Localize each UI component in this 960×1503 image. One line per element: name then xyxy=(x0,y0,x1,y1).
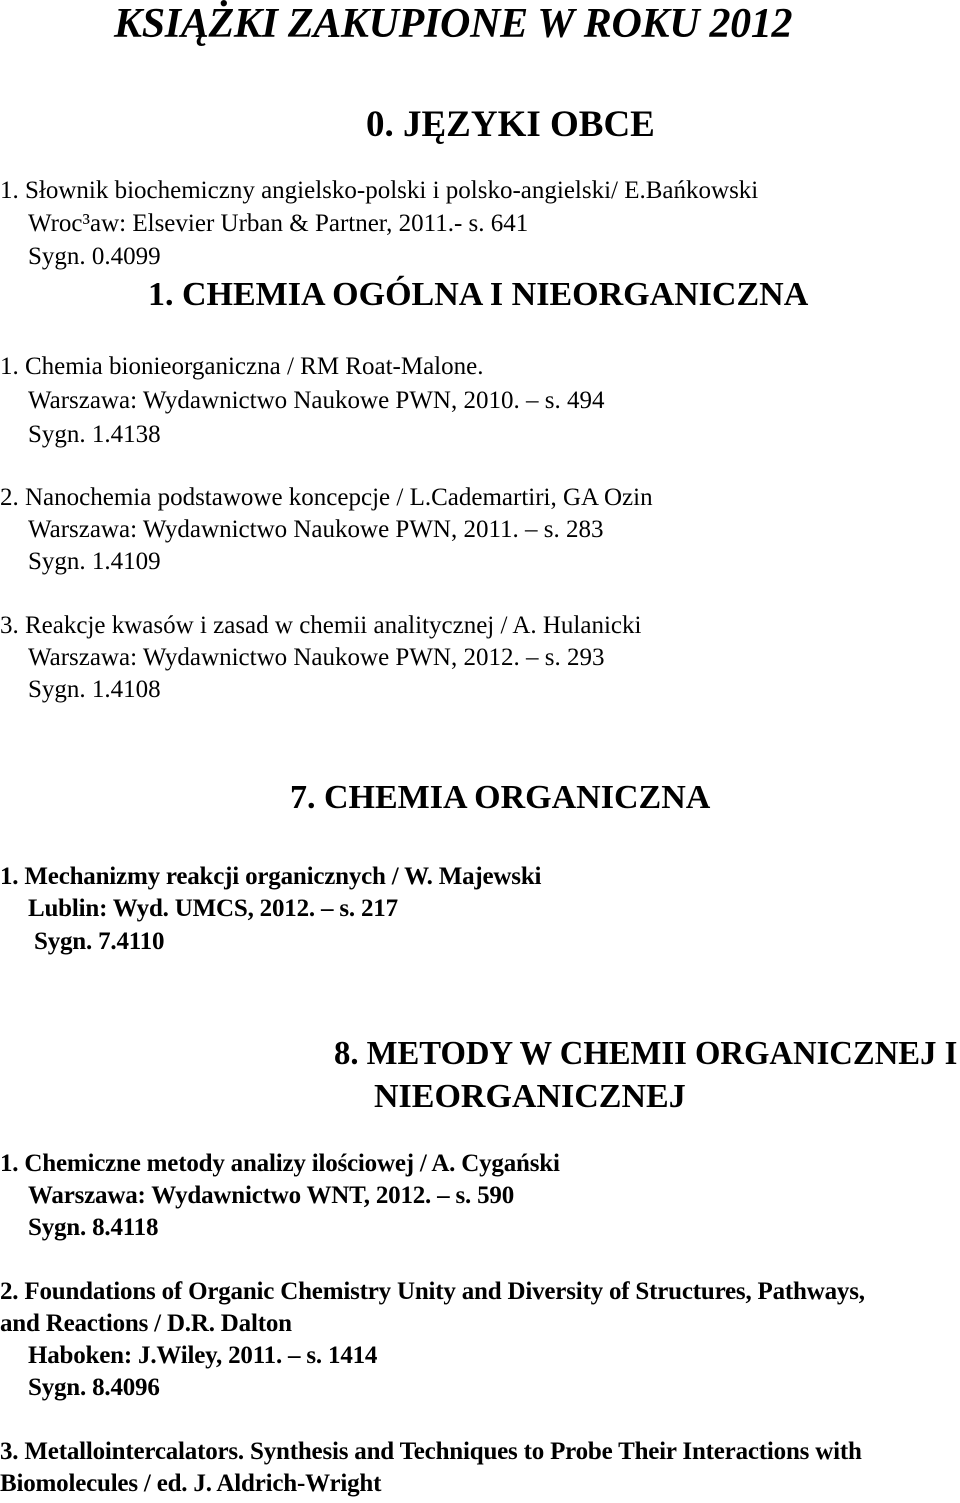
section-heading-chemia-ogolna: 1. CHEMIA OGÓLNA I NIEORGANICZNA xyxy=(148,276,809,313)
entry-line: Sygn. 8.4118 xyxy=(28,1214,159,1241)
entry-line: Biomolecules / ed. J. Aldrich-Wright xyxy=(0,1470,382,1497)
entry-line: Warszawa: Wydawnictwo Naukowe PWN, 2011. – s. 283 xyxy=(28,516,604,543)
entry-line: Lublin: Wyd. UMCS, 2012. – s. 217 xyxy=(28,895,398,922)
entry-line: 1. Mechanizmy reakcji organicznych / W. Majewski xyxy=(0,863,542,890)
entry-line: 2. Foundations of Organic Chemistry Unity and Diversity of Structures, Pathways, xyxy=(0,1278,865,1305)
entry-line: Warszawa: Wydawnictwo WNT, 2012. – s. 590 xyxy=(28,1182,515,1209)
entry-line: 1. Chemiczne metody analizy ilościowej / A. Cygański xyxy=(0,1150,560,1177)
entry-line: 3. Metallointercalators. Synthesis and Techniques to Probe Their Interactions with xyxy=(0,1438,862,1465)
entry-line: Sygn. 1.4109 xyxy=(28,548,161,575)
entry-line: and Reactions / D.R. Dalton xyxy=(0,1310,292,1337)
entry-line: Sygn. 0.4099 xyxy=(28,243,161,270)
entry-line: Wroc³aw: Elsevier Urban & Partner, 2011.- s. 641 xyxy=(28,210,529,237)
entry-line: 2. Nanochemia podstawowe koncepcje / L.Cademartiri, GA Ozin xyxy=(0,484,653,511)
section-heading-chemia-organiczna: 7. CHEMIA ORGANICZNA xyxy=(290,779,711,816)
page-title: KSIĄŻKI ZAKUPIONE W ROKU 2012 xyxy=(114,1,793,47)
entry-line: Haboken: J.Wiley, 2011. – s. 1414 xyxy=(28,1342,378,1369)
entry-line: Warszawa: Wydawnictwo Naukowe PWN, 2012. – s. 293 xyxy=(28,644,605,671)
section-heading-jezyki-obce: 0. JĘZYKI OBCE xyxy=(366,104,655,145)
section-heading-metody-line2: NIEORGANICZNEJ xyxy=(374,1078,686,1115)
entry-line: Sygn. 1.4138 xyxy=(28,421,161,448)
entry-line: 3. Reakcje kwasów i zasad w chemii analitycznej / A. Hulanicki xyxy=(0,612,642,639)
entry-line: Warszawa: Wydawnictwo Naukowe PWN, 2010. – s. 494 xyxy=(28,387,605,414)
entry-line: 1. Słownik biochemiczny angielsko-polski i polsko-angielski/ E.Bańkowski xyxy=(0,177,759,204)
entry-line: Sygn. 8.4096 xyxy=(28,1374,160,1401)
entry-line: 1. Chemia bionieorganiczna / RM Roat-Malone. xyxy=(0,353,484,380)
section-heading-metody-line1: 8. METODY W CHEMII ORGANICZNEJ I xyxy=(334,1035,958,1072)
entry-line: Sygn. 7.4110 xyxy=(34,928,165,955)
entry-line: Sygn. 1.4108 xyxy=(28,676,161,703)
